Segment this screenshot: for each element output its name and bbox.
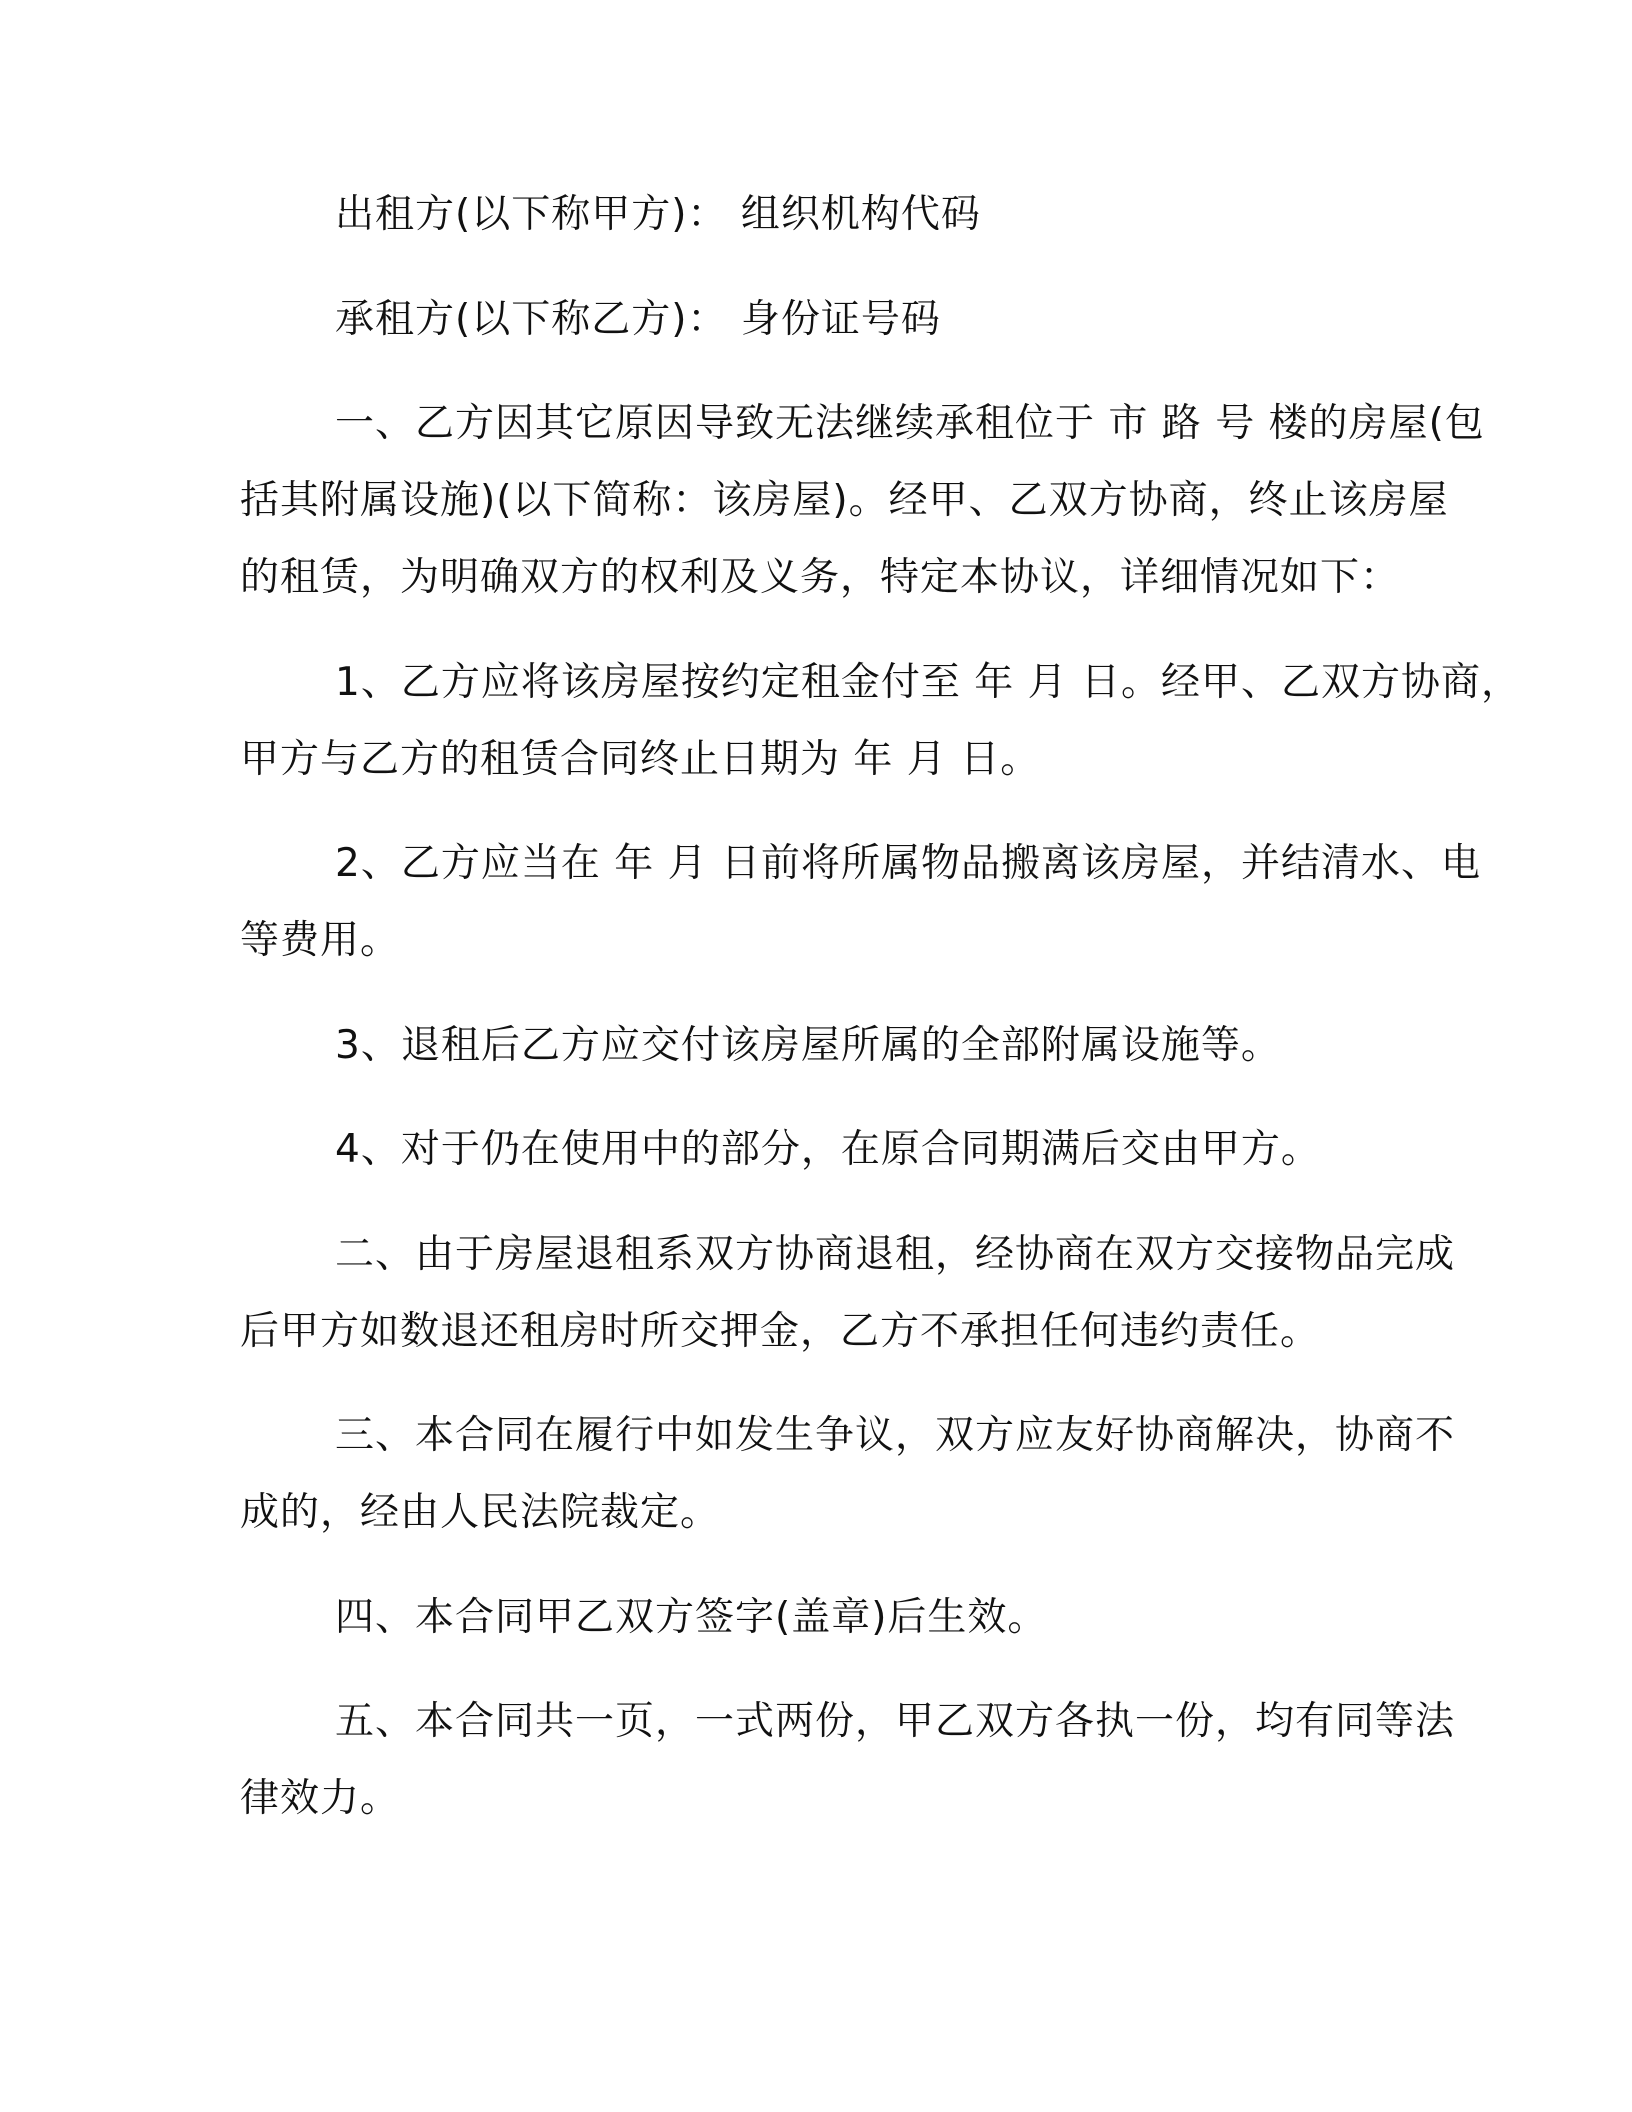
item-1-line-1: 1、乙方应将该房屋按约定租金付至 年 月 日。经甲、乙双方协商， [335,660,1522,705]
clause-3-line-1: 三、本合同在履行中如发生争议，双方应友好协商解决，协商不 [335,1413,1456,1458]
item-2-line-1: 2、乙方应当在 年 月 日前将所属物品搬离该房屋，并结清水、电 [335,841,1482,886]
party-a-line: 出租方(以下称甲方)： 组织机构代码 [335,192,981,237]
party-b-line: 承租方(以下称乙方)： 身份证号码 [335,297,941,342]
item-1-line-2: 甲方与乙方的租赁合同终止日期为 年 月 日。 [240,737,1041,782]
clause-1-line-3: 的租赁，为明确双方的权利及义务，特定本协议，详细情况如下： [240,555,1401,600]
item-2-line-2: 等费用。 [240,918,401,963]
clause-4-line: 四、本合同甲乙双方签字(盖章)后生效。 [335,1595,1048,1640]
clause-5-line-2: 律效力。 [240,1776,401,1821]
clause-2-line-1: 二、由于房屋退租系双方协商退租，经协商在双方交接物品完成 [335,1232,1456,1277]
clause-1-line-2: 括其附属设施)(以下简称：该房屋)。经甲、乙双方协商，终止该房屋 [240,478,1449,523]
clause-5-line-1: 五、本合同共一页，一式两份，甲乙双方各执一份，均有同等法 [335,1699,1456,1744]
clause-2-line-2: 后甲方如数退还租房时所交押金，乙方不承担任何违约责任。 [240,1309,1321,1354]
item-4-line: 4、对于仍在使用中的部分，在原合同期满后交由甲方。 [335,1127,1321,1172]
clause-1-line-1: 一、乙方因其它原因导致无法继续承租位于 市 路 号 楼的房屋(包 [335,401,1485,446]
item-3-line: 3、退租后乙方应交付该房屋所属的全部附属设施等。 [335,1023,1281,1068]
clause-3-line-2: 成的，经由人民法院裁定。 [240,1490,721,1535]
